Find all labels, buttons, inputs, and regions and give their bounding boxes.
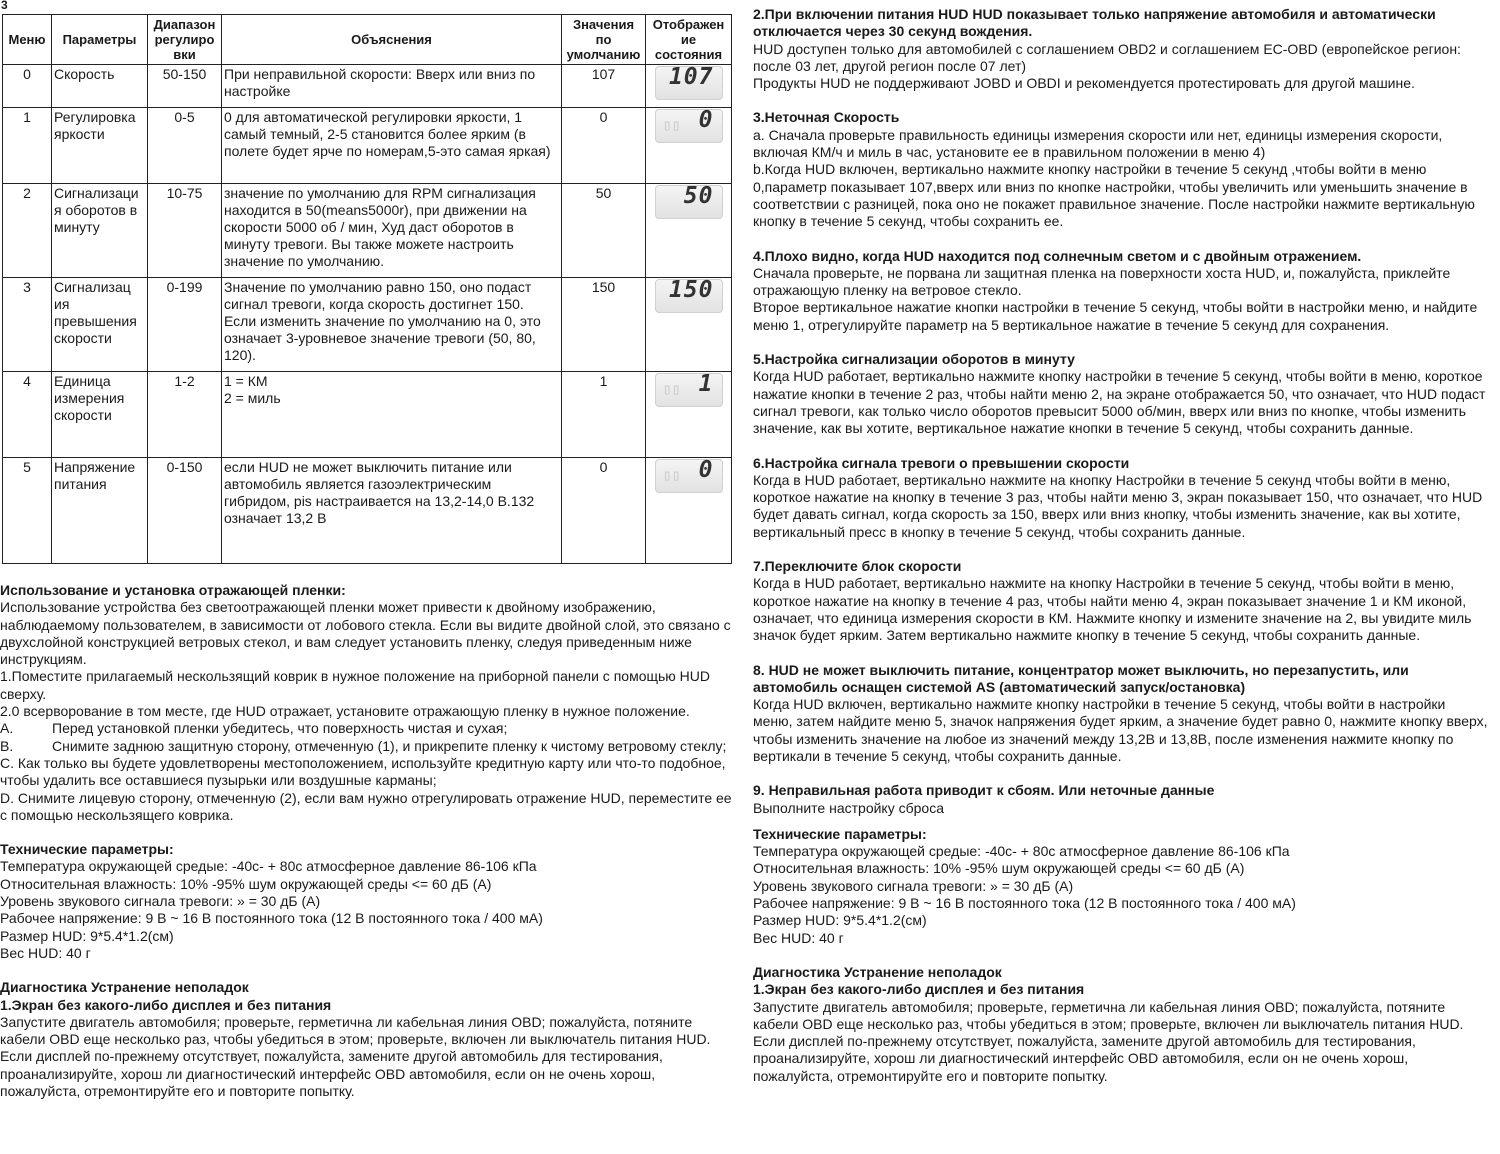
- diag-subtitle: 1.Экран без какого-либо дисплея и без питания: [0, 996, 332, 1013]
- header-range: Диапазон регулиро вки: [148, 15, 222, 65]
- cell-lcd: [646, 458, 732, 564]
- section-9-title: 9. Неправильная работа приводит к сбоям. Или неточные данные: [753, 782, 1215, 799]
- diag-text: Запустите двигатель автомобиля; проверьте, герметична ли кабельная линия OBD; пожалуйста, потяните кабели OBD еще несколько раз, чтобы убедиться в этом; проверьте, включен ли выключатель питания HUD. Если дисплей по-прежнему отсутствует, пожалуйста, замените другой автомобиль для тестирования, проанализируйте, хорош ли диагностический интерфейс OBD автомобиля, если он не очень хорош, пожалуйста, отремонтируйте его и повторите попытку.: [753, 998, 1464, 1084]
- lcd-value: 150: [668, 277, 714, 303]
- film-step-b-text: Снимите заднюю защитную сторону, отмеченную (1), и прикрепите пленку к чистому ветровому стеклу;: [52, 737, 727, 754]
- tech-line: Относительная влажность: 10% -95% шум окружающей среды <= 60 дБ (A): [0, 875, 492, 892]
- film-step-a-label: A.: [0, 720, 14, 737]
- film-intro: Использование устройства без светоотражающей пленки может привести к двойному изображению, наблюдаемому пользователем, в зависимости от лобового стекла. Если вы видите двойной слой, это связано с двухслойной конструкцией ветровых стекол, и вам следует установить пленку, следуя приведенным ниже инструкциям.: [0, 599, 731, 668]
- lcd-display: [655, 459, 723, 493]
- cell-range: 0-199: [148, 278, 222, 372]
- tech-line: Размер HUD: 9*5.4*1.2(см): [753, 912, 927, 929]
- cell-default: 150: [562, 278, 646, 372]
- section-3-text: a. Сначала проверьте правильность единицы измерения скорости или нет, единицы измерения скорости, включая КМ/ч и миль в час, установите ее в правильном положении в меню 4) b.Когда HUD включен, вертикально нажмите кнопку настройки в течение 5 секунд ,чтобы войти в меню 0,параметр показывает 107,вверх или вниз по кнопке настройки, чтобы увеличить или уменьшить значение в соответствии с разницей, пока оно не покажет правильное значение. После настройки нажмите вертикальную кнопку в течение 5 секунд, чтобы сохранить ее.: [753, 126, 1475, 230]
- lcd-value: 0: [698, 457, 714, 483]
- cell-explain: если HUD не может выключить питание или автомобиль является газоэлектрическим гибридом, pis настраивается на 13,2-14,0 В.132 означает 13,2 В: [222, 458, 562, 564]
- film-step-b: [0, 738, 735, 755]
- section-6-text: Когда в HUD работает, вертикально нажмите на кнопку Настройки в течение 5 секунд чтобы войти в меню, короткое нажатие на кнопку в течение 3 раз, чтобы найти меню 3, экран показывает 150, что означает, что HUD будет давать сигнал, когда скорость за 150, вверх или вниз кнопку, чтобы изменить значение, как вы хотите, вертикальный пресс в кнопку в течение 5 секунд, чтобы сохранить данные.: [753, 471, 1483, 540]
- cell-lcd: [646, 108, 732, 184]
- right-column: [753, 6, 1488, 1085]
- table-row: [3, 278, 732, 372]
- lcd-value: 0: [698, 107, 714, 133]
- cell-menu: 4: [3, 372, 52, 458]
- tech-line: Рабочее напряжение: 9 В ~ 16 В постоянного тока (12 В постоянного тока / 400 мА): [0, 910, 543, 927]
- section-9-text: Выполните настройку сброса: [753, 799, 944, 816]
- film-step-c: C. Как только вы будете удовлетворены местоположением, используйте кредитную карту или что-то подобное, чтобы удалить все оставшиеся пузырьки или воздушные карманы;: [0, 754, 726, 789]
- lcd-display: [655, 373, 723, 407]
- cell-menu: 5: [3, 458, 52, 564]
- section-2-text: HUD доступен только для автомобилей с соглашением OBD2 и соглашением EC-OBD (европейское регион: после 03 лет, другой регион после 07 лет) Продукты HUD не поддерживают JOBD и OBDI и рекомендуется протестировать для другой машине.: [753, 40, 1461, 92]
- cell-lcd: [646, 65, 732, 108]
- header-explain: Объяснения: [222, 15, 562, 65]
- cell-menu: 2: [3, 184, 52, 278]
- section-7-text: Когда в HUD работает, вертикально нажмите на кнопку Настройки в течение 5 секунд, чтобы войти в меню, короткое нажатие на кнопку в течение 4 раз, чтобы найти меню 4, экран показывает значение 1 и КМ иконой, означает, что единица измерения скорости в КМ. Нажмите кнопку и измените значение на 2, вы увидите миль значок будет ярким. Затем вертикально нажмите кнопку в течение 5 секунд, чтобы сохранить данные.: [753, 575, 1472, 644]
- page-number: 3: [1, 0, 8, 12]
- table-row: [3, 65, 732, 108]
- lcd-display: [655, 66, 723, 100]
- tech-line: Уровень звукового сигнала тревоги: » = 30 дБ (A): [0, 893, 321, 910]
- left-column: [0, 582, 735, 1100]
- lcd-value: 107: [668, 64, 714, 90]
- lcd-ghost-digits: ▯▯: [662, 380, 681, 398]
- cell-param: Единица измерения скорости: [52, 372, 148, 458]
- diag-title: Диагностика Устранение неполадок: [753, 963, 1002, 980]
- tech-line: Рабочее напряжение: 9 В ~ 16 В постоянного тока (12 В постоянного тока / 400 мА): [753, 895, 1296, 912]
- section-2-title: 2.При включении питания HUD HUD показывает только напряжение автомобиля и автоматически отключается через 30 секунд вождения.: [753, 6, 1436, 40]
- tech-line: Уровень звукового сигнала тревоги: » = 30 дБ (A): [753, 877, 1074, 894]
- cell-lcd: [646, 278, 732, 372]
- cell-range: 50-150: [148, 65, 222, 108]
- lcd-value: 50: [683, 183, 714, 209]
- cell-range: 0-5: [148, 108, 222, 184]
- header-default: Значения по умолчанию: [562, 15, 646, 65]
- diag-subtitle: 1.Экран без какого-либо дисплея и без питания: [753, 981, 1085, 998]
- cell-explain: значение по умолчанию для RPM сигнализация находится в 50(means5000r), при движении на скорости 5000 об / мин, Худ даст оборотов в минуту тревоги. Вы также можете настроить значение по умолчанию.: [222, 184, 562, 278]
- film-step-1: 1.Поместите прилагаемый нескользящий коврик в нужное положение на приборной панели с помощью HUD сверху.: [0, 668, 711, 702]
- cell-range: 0-150: [148, 458, 222, 564]
- cell-lcd: [646, 372, 732, 458]
- cell-explain: Значение по умолчанию равно 150, оно подаст сигнал тревоги, когда скорость достигнет 150. Если изменить значение по умолчанию на 0, это означает 3-уровневое значение тревоги (50, 80, 120).: [222, 278, 562, 372]
- diag-title: Диагностика Устранение неполадок: [0, 979, 249, 996]
- cell-param: Регулировка яркости: [52, 108, 148, 184]
- header-menu: Меню: [3, 15, 52, 65]
- section-5-title: 5.Настройка сигнализации оборотов в минуту: [753, 351, 1075, 368]
- section-8-text: Когда HUD включен, вертикально нажмите кнопку настройки в течение 5 секунд, чтобы войти в настройки меню, затем найдите меню 5, значок напряжения будет ярким, а значение будет равно 0, нажмите кнопку вверх, чтобы изменить значение на любое из значений между 13,2В и 13,8В, после изменения нажмите кнопку по вертикали в течение 5 секунд, чтобы сохранить данные.: [753, 696, 1488, 764]
- cell-default: 0: [562, 108, 646, 184]
- tech-line: Температура окружающей средые: -40c- + 80c атмосферное давление 86-106 кПа: [753, 843, 1290, 860]
- cell-explain: 1 = КМ 2 = миль: [222, 372, 562, 458]
- lcd-ghost-digits: ▯▯: [662, 116, 681, 134]
- cell-menu: 3: [3, 278, 52, 372]
- film-step-a: [0, 720, 735, 737]
- lcd-display: [655, 279, 723, 313]
- cell-param: Скорость: [52, 65, 148, 108]
- table-header-row: [3, 15, 732, 65]
- lcd-value: 1: [698, 371, 714, 397]
- cell-default: 50: [562, 184, 646, 278]
- tech-line: Относительная влажность: 10% -95% шум окружающей среды <= 60 дБ (A): [753, 860, 1245, 877]
- cell-menu: 0: [3, 65, 52, 108]
- section-5-text: Когда HUD работает, вертикально нажмите кнопку настройки в течение 5 секунд, чтобы войти в меню, короткое нажатие кнопки в течение 2 раз, чтобы найти меню 2, на экране отображается 50, что означает, что HUD подаст сигнал тревоги, как только число оборотов превысит 5000 об/мин, вверх или вниз по кнопке, чтобы изменить значение, как вы хотите, вертикальное нажатие кнопки в течение 5 секунд, чтобы сохранить данные.: [753, 368, 1486, 437]
- film-title: Использование и установка отражающей пленки:: [0, 582, 346, 598]
- cell-lcd: [646, 184, 732, 278]
- cell-param: Сигнализац ия превышения скорости: [52, 278, 148, 372]
- section-3-title: 3.Неточная Скорость: [753, 109, 900, 126]
- tech-line: Размер HUD: 9*5.4*1.2(см): [0, 927, 174, 944]
- cell-param: Сигнализаци я оборотов в минуту: [52, 184, 148, 278]
- cell-explain: При неправильной скорости: Вверх или вниз по настройке: [222, 65, 562, 108]
- lcd-display: [655, 109, 723, 143]
- table-row: [3, 108, 732, 184]
- section-4-title: 4.Плохо видно, когда HUD находится под солнечным светом и с двойным отражением.: [753, 247, 1362, 264]
- film-step-d: D. Снимите лицевую сторону, отмеченную (2), если вам нужно отрегулировать отражение HUD, переместите ее с помощью нескользящего коврика.: [0, 789, 732, 823]
- table-row: [3, 458, 732, 564]
- section-4-text: Сначала проверьте, не порвана ли защитная пленка на поверхности хоста HUD, и, пожалуйста, приклейте отражающую пленку на ветровое стекло. Второе вертикальное нажатие кнопки настройки в течение 5 секунд, чтобы войти в настройки меню, и найдите меню 1, отрегулируйте параметр на 5 вертикальное нажатие в течение 5 секунд для сохранения.: [753, 264, 1478, 333]
- tech-line: Температура окружающей средые: -40c- + 80c атмосферное давление 86-106 кПа: [0, 858, 537, 875]
- header-params: Параметры: [52, 15, 148, 65]
- tech-line: Вес HUD: 40 г: [0, 944, 91, 961]
- section-8-title: 8. HUD не может выключить питание, концентратор может выключить, но перезапустить, или автомобиль оснащен системой AS (автоматический запуск/остановка): [753, 661, 1409, 695]
- table-row: [3, 184, 732, 278]
- cell-default: 0: [562, 458, 646, 564]
- film-step-b-label: B.: [0, 737, 14, 754]
- section-6-title: 6.Настройка сигнала тревоги о превышении скорости: [753, 454, 1130, 471]
- section-7-title: 7.Переключите блок скорости: [753, 558, 962, 575]
- header-display: Отображен ие состояния: [646, 15, 732, 65]
- settings-menu-table: [2, 14, 732, 564]
- cell-explain: 0 для автоматической регулировки яркости, 1 самый темный, 2-5 становится более ярким (в полете будет ярче по номерам,5-это самая яркая): [222, 108, 562, 184]
- film-step-2: 2.0 всерворование в том месте, где HUD отражает, установите отражающую пленку в нужное положение.: [0, 703, 690, 720]
- tech-title: Технические параметры:: [753, 825, 927, 842]
- cell-menu: 1: [3, 108, 52, 184]
- tech-line: Вес HUD: 40 г: [753, 929, 844, 946]
- lcd-ghost-digits: ▯▯: [662, 466, 681, 484]
- diag-text: Запустите двигатель автомобиля; проверьте, герметична ли кабельная линия OBD; пожалуйста, потяните кабели OBD еще несколько раз, чтобы убедиться в этом; проверьте, включен ли выключатель питания HUD. Если дисплей по-прежнему отсутствует, пожалуйста, замените другой автомобиль для тестирования, проанализируйте, хорош ли диагностический интерфейс OBD автомобиля, если он не очень хорош, пожалуйста, отремонтируйте его и повторите попытку.: [0, 1013, 711, 1100]
- cell-range: 10-75: [148, 184, 222, 278]
- table-row: [3, 372, 732, 458]
- cell-param: Напряжение питания: [52, 458, 148, 564]
- tech-title: Технические параметры:: [0, 841, 174, 858]
- cell-range: 1-2: [148, 372, 222, 458]
- cell-default: 107: [562, 65, 646, 108]
- cell-default: 1: [562, 372, 646, 458]
- film-step-a-text: Перед установкой пленки убедитесь, что поверхность чистая и сухая;: [52, 720, 508, 737]
- lcd-display: [655, 185, 723, 219]
